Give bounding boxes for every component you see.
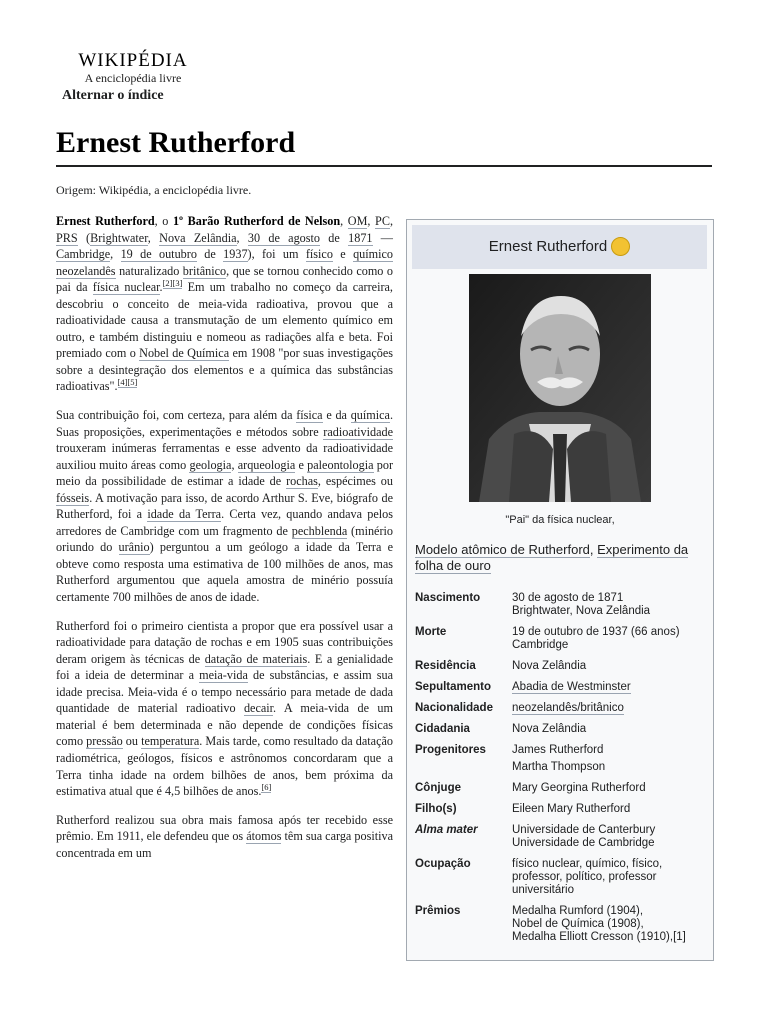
text: (minério oriundo do — [56, 523, 393, 555]
row-value: Eileen Mary Rutherford — [512, 803, 631, 815]
infobox-row-cidadania — [415, 723, 707, 736]
text: — — [372, 230, 393, 245]
link-birth-date[interactable]: 30 de agosto de 1871 — [512, 592, 624, 604]
occupation-line[interactable]: professor, político, professor — [512, 871, 657, 883]
text: , espécimes ou — [317, 474, 393, 489]
link-idade-da-terra[interactable]: idade da Terra — [147, 507, 222, 522]
text: , — [236, 230, 248, 245]
link-brightwater[interactable]: Brightwater — [90, 230, 148, 245]
row-value — [512, 592, 707, 618]
citation-ref[interactable]: [6] — [261, 781, 272, 792]
link-birth-year[interactable]: 1871 — [348, 230, 373, 245]
award-line[interactable]: Nobel de Química (1908), — [512, 918, 644, 930]
toc-toggle-button[interactable]: Alternar o índice — [62, 88, 164, 103]
page-title: Ernest Rutherford — [56, 126, 296, 159]
text: , — [231, 457, 238, 472]
row-value — [512, 905, 707, 944]
link-deathplace[interactable]: Cambridge — [512, 639, 569, 651]
text: e da — [322, 408, 351, 423]
text: de — [196, 247, 224, 262]
text: ( — [77, 230, 91, 245]
text: têm sua carga positiva concentrada em um — [56, 829, 393, 860]
text: ou — [122, 734, 142, 749]
text: , — [389, 214, 394, 228]
link-atomos[interactable]: átomos — [246, 829, 282, 844]
row-label: Sepultamento — [415, 681, 492, 693]
text: . A meia-vida de um material é bem determinada e não depende de condições físicas como — [56, 701, 393, 749]
link-birth-date[interactable]: 30 de agosto — [247, 230, 320, 245]
text: Rutherford foi o primeiro cientista a propor que era possível usar a radioatividade para datação de rochas e em 1905 suas contribuições deram origem às técnicas de — [56, 618, 393, 666]
row-value — [512, 681, 707, 694]
portrait-photo[interactable] — [469, 274, 651, 502]
link-neozelandes[interactable]: neozelandês — [56, 263, 116, 278]
infobox-row-filhos — [415, 803, 707, 816]
link-nova-zelandia[interactable]: Nova Zelândia — [159, 230, 237, 245]
link-death-date[interactable]: 19 de outubro — [120, 247, 197, 262]
link-abadia[interactable]: Abadia de Westminster — [512, 681, 631, 693]
infobox-row-morte — [415, 626, 707, 652]
link-fisica-nuclear[interactable]: física nuclear — [92, 280, 160, 295]
text: , que se tornou conhecido como o pai da — [56, 263, 393, 295]
row-label: Ocupação — [415, 858, 471, 870]
row-value — [512, 858, 707, 897]
row-value — [512, 824, 707, 850]
link-datacao[interactable]: datação de materiais — [204, 651, 308, 666]
text: ) perguntou a um geólogo a idade da Terra e obteve como resposta uma estimativa de 100 milhões de anos, mas Rutherford argumentou que aquela amostra de minério possuía certamente 700 milhões de anos de idade. — [56, 540, 393, 605]
link-radioatividade[interactable]: radioatividade — [323, 424, 393, 439]
text: , — [110, 247, 121, 262]
link-pc[interactable]: PC — [375, 214, 390, 228]
link-om[interactable]: OM — [347, 214, 368, 228]
row-label: Prêmios — [415, 905, 461, 917]
subject-name: Ernest Rutherford — [56, 214, 155, 228]
link-geologia[interactable]: geologia — [189, 457, 232, 472]
row-label: Cidadania — [415, 723, 470, 735]
row-label: Cônjuge — [415, 782, 461, 794]
text: . Certa vez, quando andava pelos arredores de Cambridge com um fragmento de — [56, 507, 393, 538]
link-britanico[interactable]: britânico — [182, 263, 227, 278]
link-death-date[interactable]: 19 de outubro de 1937 (66 anos) — [512, 626, 680, 638]
link-decair[interactable]: decair — [243, 701, 274, 716]
text: de — [320, 230, 349, 245]
wikipedia-logo[interactable] — [73, 52, 193, 85]
link-cambridge[interactable]: Cambridge — [56, 247, 111, 262]
article-body — [56, 213, 393, 873]
paragraph-dating — [56, 618, 393, 800]
text: e — [332, 247, 354, 262]
infobox-row-residencia — [415, 660, 707, 673]
row-label: Progenitores — [415, 744, 486, 756]
link-canterbury[interactable]: Universidade de Canterbury — [512, 824, 656, 836]
text: , — [147, 230, 160, 245]
row-value — [512, 626, 707, 652]
infobox-row-sepultamento — [415, 681, 707, 694]
link-nobel-quimica[interactable]: Nobel de Química — [139, 346, 230, 361]
link-arqueologia[interactable]: arqueologia — [237, 457, 296, 472]
infobox-title: Ernest Rutherford — [488, 238, 608, 255]
text: . Suas proposições, experimentações e métodos sobre — [56, 408, 393, 439]
link-pressao[interactable]: pressão — [86, 734, 123, 749]
link-fisica[interactable]: física — [296, 408, 323, 423]
row-label: Nascimento — [415, 592, 481, 604]
origin-note: Origem: Wikipédia, a enciclopédia livre. — [56, 183, 252, 197]
infobox-row-ocupacao — [415, 858, 707, 897]
citation-ref[interactable]: [2][3] — [162, 278, 183, 289]
infobox-row-nacionalidade — [415, 702, 707, 715]
row-value — [512, 702, 707, 715]
occupation-line[interactable]: universitário — [512, 884, 574, 896]
link-fisico[interactable]: físico — [305, 247, 333, 262]
text: naturalizado — [115, 263, 183, 278]
separator: , — [589, 542, 598, 557]
text: . A motivação para isso, de acordo Arthur S. Eve, biógrafo de Rutherford, foi a — [56, 490, 393, 522]
related-models — [415, 542, 707, 574]
text: e — [295, 457, 308, 472]
infobox-row-alma-mater — [415, 824, 707, 850]
award-line[interactable]: Medalha Rumford (1904), — [512, 905, 644, 917]
link-temperatura[interactable]: temperatura — [141, 734, 200, 749]
text: em 1908 "por suas investigações sobre a desintegração dos elementos e a química das substâncias radioativas". — [56, 346, 393, 394]
wikipedia-tagline: A enciclopédia livre — [84, 71, 182, 85]
text: ), foi um — [247, 247, 306, 262]
link-rochas[interactable]: rochas — [286, 474, 318, 489]
row-value: Nova Zelândia — [512, 660, 587, 672]
link-prs[interactable]: PRS — [56, 230, 78, 245]
text: Rutherford realizou sua obra mais famosa após ter recebido esse prêmio. Em 1911, ele defendeu que os — [56, 812, 393, 844]
link-meia-vida[interactable]: meia-vida — [199, 668, 248, 683]
gold-medal-icon[interactable] — [611, 237, 630, 256]
link-birthplace[interactable]: Brightwater, Nova Zelândia — [512, 605, 651, 617]
citation-ref[interactable]: [4][5] — [117, 377, 138, 388]
text: trouxeram inúmeras ferramentas e esse advento da radioatividade auxiliou muito áreas como — [56, 441, 393, 472]
infobox-row-premios — [415, 905, 707, 944]
row-value — [512, 744, 707, 774]
row-value: Nova Zelândia — [512, 723, 587, 735]
row-label: Filho(s) — [415, 803, 457, 815]
link-quimica[interactable]: química — [350, 408, 390, 423]
link-fosseis[interactable]: fósseis — [56, 490, 90, 505]
text: , o — [154, 214, 173, 228]
text: . E a genialidade foi a ideia de determinar a — [56, 651, 393, 683]
photo-caption: "Pai" da física nuclear, — [505, 514, 615, 526]
text: . Mais tarde, como resultado da datação radiométrica, geólogos, físicos e astrônomos concordaram que a Terra tinha idade na ordem bilhões de anos, bem próxima da estimativa atual que é 4,5 bilhões de anos. — [56, 734, 394, 799]
link-death-year[interactable]: 1937 — [223, 247, 248, 262]
infobox-header — [412, 225, 707, 269]
parent-name: James Rutherford — [512, 744, 604, 756]
text: por meio da possibilidade de estimar a idade de — [56, 457, 394, 489]
text: . — [159, 280, 163, 295]
link-paleontologia[interactable]: paleontologia — [307, 457, 374, 472]
text: , — [340, 214, 348, 228]
paragraph-intro — [56, 213, 393, 395]
row-label: Morte — [415, 626, 447, 638]
infobox-row-conjuge — [415, 782, 707, 795]
link-univ-cambridge[interactable]: Universidade de Cambridge — [512, 837, 655, 849]
parent-name: Martha Thompson — [512, 761, 606, 773]
row-label: Residência — [415, 660, 476, 672]
award-line[interactable]: Medalha Elliott Cresson (1910),[1] — [512, 931, 686, 943]
infobox-rows — [415, 592, 707, 952]
link-uranio[interactable]: urânio — [118, 540, 150, 555]
paragraph-contribution — [56, 407, 393, 606]
link-experimento-folha-ouro[interactable]: Experimento da folha de ouro — [415, 542, 689, 573]
occupation-line[interactable]: físico nuclear, químico, físico, — [512, 858, 663, 870]
row-label: Nacionalidade — [415, 702, 493, 714]
row-label: Alma mater — [415, 824, 478, 836]
text: de substâncias, e assim sua idade precisa. Meia-vida é o tempo necessário para metade de dada quantidade de material radioativo — [56, 668, 393, 716]
wikipedia-wordmark: WIKIPÉDIA — [78, 50, 188, 71]
link-modelo-atomico[interactable]: Modelo atômico de Rutherford — [415, 542, 590, 557]
infobox-row-nascimento — [415, 592, 707, 618]
link-quimico[interactable]: químico — [353, 247, 394, 262]
link-pechblenda[interactable]: pechblenda — [291, 523, 348, 538]
text: , — [367, 214, 376, 228]
text: Sua contribuição foi, com certeza, para além da — [56, 408, 297, 423]
noble-title: 1º Barão Rutherford de Nelson — [172, 214, 341, 228]
title-divider — [56, 165, 712, 167]
row-value: Mary Georgina Rutherford — [512, 782, 646, 794]
link-nacionalidade[interactable]: neozelandês/britânico — [512, 702, 624, 714]
infobox-row-progenitores — [415, 744, 707, 774]
text: Em um trabalho no começo da carreira, descobriu o conceito de meia-vida radioativa, provou que a radioatividade causa a transmutação de um elemento químico em outro, e também distinguiu e nomeou as radiações alfa e beta. Foi premiado com o — [56, 280, 393, 361]
infobox — [406, 219, 714, 961]
paragraph-atom — [56, 812, 393, 862]
